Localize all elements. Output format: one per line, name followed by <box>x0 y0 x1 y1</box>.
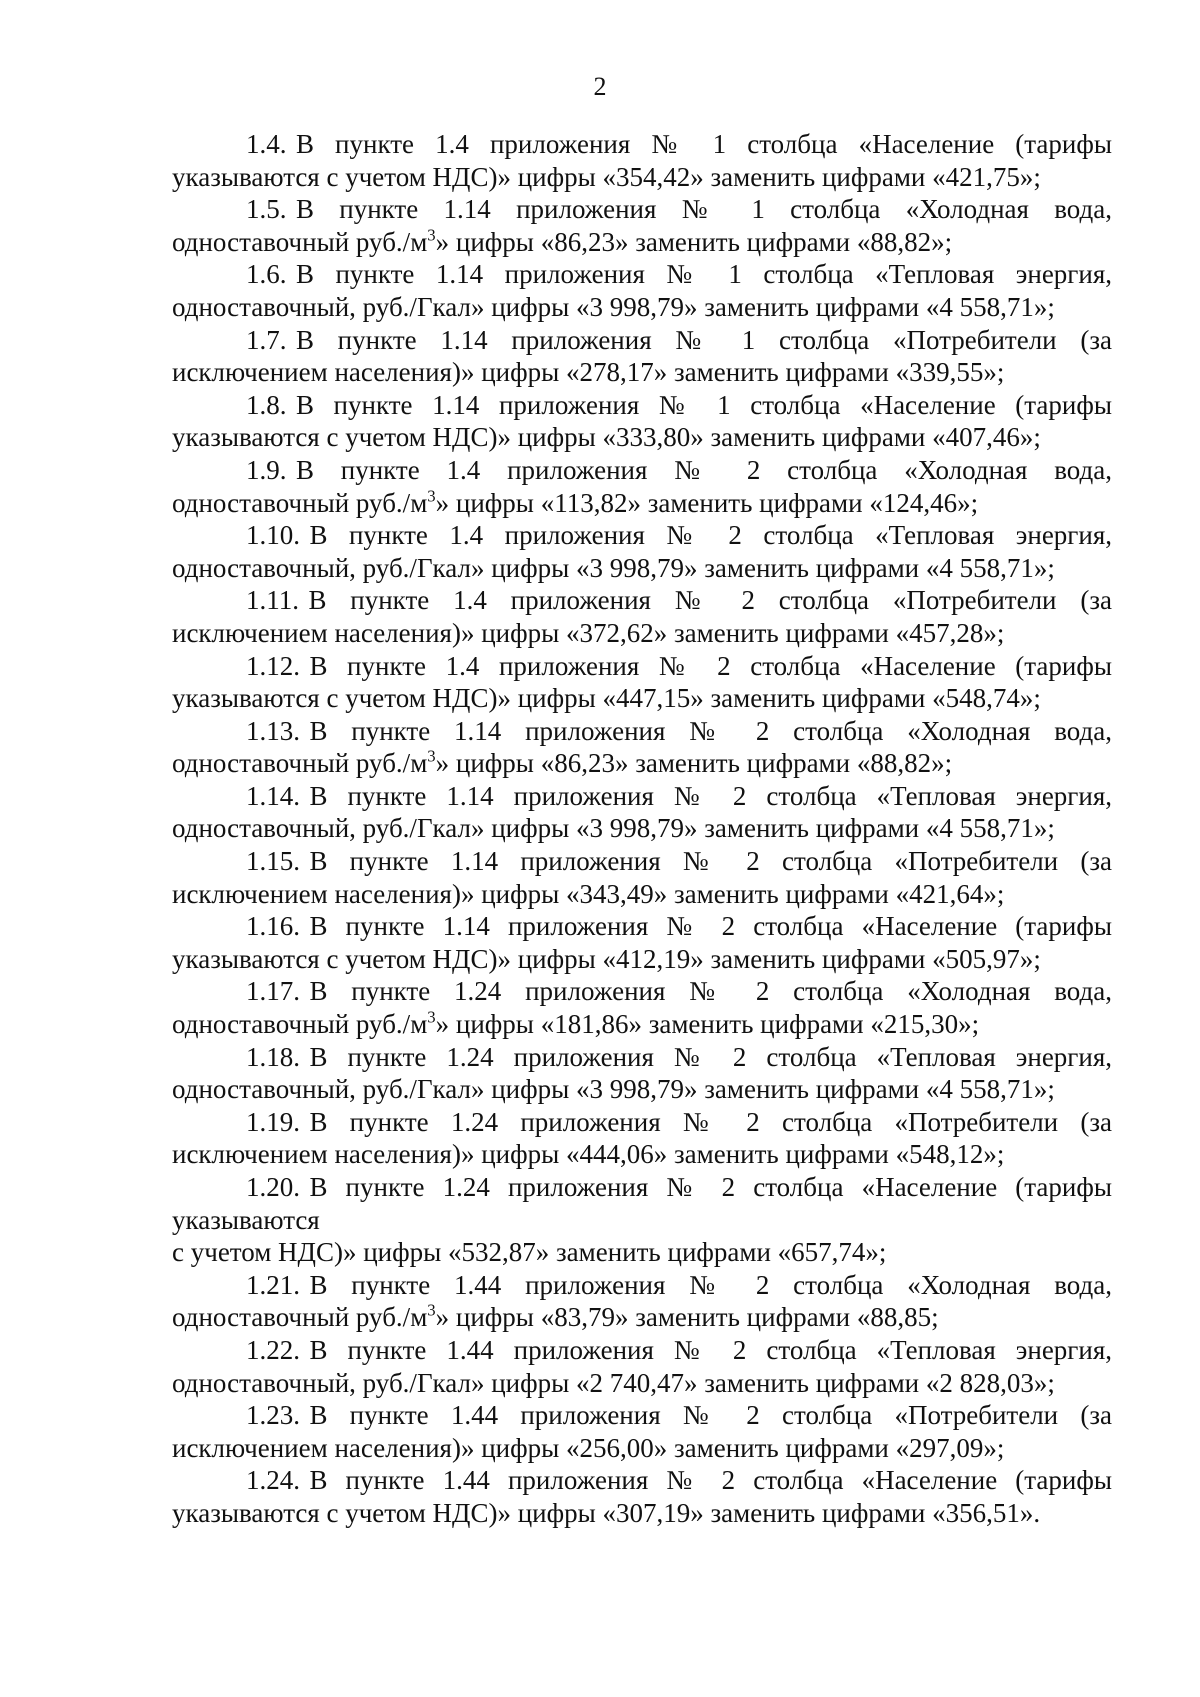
paragraph-text: В пункте 1.14 приложения № 1 столбца «Потребители (за исключением населения)» цифры «278,17» заменить цифрами «339,55»; <box>172 324 1112 388</box>
paragraph-1-18 <box>172 1041 1112 1106</box>
paragraph-text: В пункте 1.4 приложения № 1 столбца «Население (тарифы указываются с учетом НДС)» цифры «354,42» заменить цифрами «421,75»; <box>172 129 1112 192</box>
paragraph-text: В пункте 1.44 приложения № 2 столбца «Население (тарифы указываются с учетом НДС)» цифры «307,19» заменить цифрами «356,51». <box>172 1465 1112 1528</box>
paragraph-number: 1.13. <box>246 715 300 746</box>
paragraph-number: 1.20. <box>246 1172 300 1202</box>
paragraph-number: 1.7. <box>246 324 287 355</box>
paragraph-number: 1.4. <box>246 129 287 159</box>
paragraph-1-16 <box>172 910 1112 975</box>
document-body <box>172 128 1112 1530</box>
paragraph-text: В пункте 1.24 приложения № 2 столбца «Тепловая энергия, одноставочный, руб./Гкал» цифры «3 998,79» заменить цифрами «4 558,71»; <box>172 1041 1112 1105</box>
paragraph-text-cont: » цифры «113,82» заменить цифрами «124,46»; <box>435 487 979 518</box>
paragraph-1-6 <box>172 258 1112 323</box>
paragraph-number: 1.12. <box>246 650 300 681</box>
paragraph-number: 1.10. <box>246 520 300 551</box>
superscript: 3 <box>427 486 436 506</box>
paragraph-1-14 <box>172 780 1112 845</box>
superscript: 3 <box>427 746 436 766</box>
paragraph-text-cont: » цифры «86,23» заменить цифрами «88,82»; <box>435 226 953 257</box>
paragraph-text-cont: » цифры «181,86» заменить цифрами «215,30»; <box>435 1009 980 1040</box>
paragraph-1-15 <box>172 845 1112 910</box>
paragraph-text: В пункте 1.24 приложения № 2 столбца «Потребители (за исключением населения)» цифры «444,06» заменить цифрами «548,12»; <box>172 1106 1112 1170</box>
superscript: 3 <box>427 1301 436 1320</box>
paragraph-1-17 <box>172 975 1112 1040</box>
paragraph-number: 1.5. <box>246 194 287 225</box>
paragraph-number: 1.14. <box>246 780 300 811</box>
paragraph-number: 1.23. <box>246 1400 300 1431</box>
paragraph-1-8 <box>172 389 1112 454</box>
paragraph-text: В пункте 1.4 приложения № 2 столбца «Потребители (за исключением населения)» цифры «372,62» заменить цифрами «457,28»; <box>172 585 1112 648</box>
paragraph-number: 1.16. <box>246 911 300 942</box>
paragraph-1-9 <box>172 454 1112 519</box>
paragraph-text: В пункте 1.4 приложения № 2 столбца «Тепловая энергия, одноставочный, руб./Гкал» цифры «3 998,79» заменить цифрами «4 558,71»; <box>172 520 1112 583</box>
paragraph-number: 1.24. <box>246 1465 300 1496</box>
paragraph-number: 1.18. <box>246 1041 300 1072</box>
paragraph-number: 1.6. <box>246 259 287 290</box>
paragraph-text: В пункте 1.4 приложения № 2 столбца «Население (тарифы указываются с учетом НДС)» цифры «447,15» заменить цифрами «548,74»; <box>172 650 1112 714</box>
paragraph-1-4 <box>172 128 1112 193</box>
paragraph-text-cont: » цифры «83,79» заменить цифрами «88,85; <box>435 1302 939 1333</box>
paragraph-1-20 <box>172 1171 1112 1269</box>
paragraph-1-11 <box>172 584 1112 649</box>
paragraph-text: В пункте 1.24 приложения № 2 столбца «Население (тарифы указываются <box>172 1172 1112 1235</box>
paragraph-text: В пункте 1.14 приложения № 2 столбца «Холодная вода, одноставочный руб./м <box>172 715 1112 779</box>
paragraph-text-cont: » цифры «86,23» заменить цифрами «88,82»; <box>435 748 953 779</box>
paragraph-1-7 <box>172 324 1112 389</box>
paragraph-number: 1.9. <box>246 454 287 485</box>
paragraph-number: 1.15. <box>246 846 300 877</box>
paragraph-number: 1.17. <box>246 976 300 1007</box>
paragraph-1-22 <box>172 1334 1112 1399</box>
paragraph-1-5 <box>172 193 1112 258</box>
paragraph-text: В пункте 1.14 приложения № 2 столбца «Потребители (за исключением населения)» цифры «343,49» заменить цифрами «421,64»; <box>172 846 1112 909</box>
paragraph-number: 1.8. <box>246 389 287 420</box>
paragraph-text: В пункте 1.14 приложения № 1 столбца «Население (тарифы указываются с учетом НДС)» цифры «333,80» заменить цифрами «407,46»; <box>172 389 1112 453</box>
paragraph-1-24 <box>172 1464 1112 1529</box>
paragraph-text: В пункте 1.44 приложения № 2 столбца «Тепловая энергия, одноставочный, руб./Гкал» цифры «2 740,47» заменить цифрами «2 828,03»; <box>172 1334 1112 1398</box>
paragraph-1-13 <box>172 715 1112 780</box>
superscript: 3 <box>427 225 436 245</box>
paragraph-text: В пункте 1.14 приложения № 1 столбца «Холодная вода, одноставочный руб./м <box>172 194 1112 257</box>
paragraph-text: В пункте 1.14 приложения № 2 столбца «Тепловая энергия, одноставочный, руб./Гкал» цифры «3 998,79» заменить цифрами «4 558,71»; <box>172 780 1112 844</box>
paragraph-number: 1.22. <box>246 1334 300 1365</box>
paragraph-1-10 <box>172 519 1112 584</box>
paragraph-1-12 <box>172 650 1112 715</box>
paragraph-text: В пункте 1.24 приложения № 2 столбца «Холодная вода, одноставочный руб./м <box>172 976 1112 1040</box>
paragraph-1-23 <box>172 1399 1112 1464</box>
paragraph-number: 1.21. <box>246 1269 300 1300</box>
paragraph-text: В пункте 1.4 приложения № 2 столбца «Холодная вода, одноставочный руб./м <box>172 454 1112 518</box>
paragraph-text-cont: с учетом НДС)» цифры «532,87» заменить цифрами «657,74»; <box>172 1237 887 1268</box>
paragraph-number: 1.19. <box>246 1106 300 1137</box>
paragraph-1-21 <box>172 1269 1112 1334</box>
paragraph-text: В пункте 1.44 приложения № 2 столбца «Потребители (за исключением населения)» цифры «256,00» заменить цифрами «297,09»; <box>172 1400 1112 1463</box>
page-number: 2 <box>593 72 607 101</box>
paragraph-text: В пункте 1.14 приложения № 2 столбца «Население (тарифы указываются с учетом НДС)» цифры «412,19» заменить цифрами «505,97»; <box>172 911 1112 974</box>
superscript: 3 <box>427 1007 436 1027</box>
paragraph-text: В пункте 1.44 приложения № 2 столбца «Холодная вода, одноставочный руб./м <box>172 1269 1112 1333</box>
paragraph-1-19 <box>172 1106 1112 1171</box>
paragraph-number: 1.11. <box>246 585 299 616</box>
paragraph-text: В пункте 1.14 приложения № 1 столбца «Тепловая энергия, одноставочный, руб./Гкал» цифры «3 998,79» заменить цифрами «4 558,71»; <box>172 259 1112 322</box>
